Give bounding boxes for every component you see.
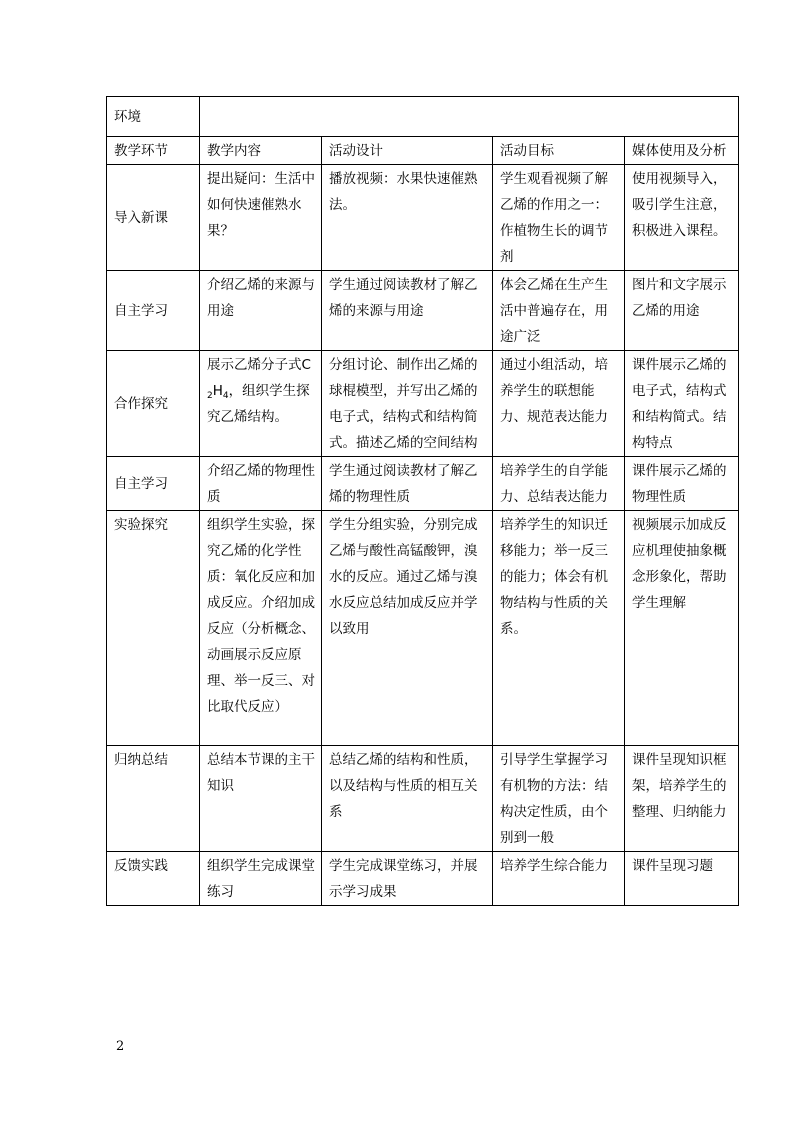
content-cell: 总结本节课的主干知识 xyxy=(200,746,322,852)
content-cell: 组织学生实验，探究乙烯的化学性质：氧化反应和加成反应。介绍加成反应（分析概念、动画展示反应原理、举一反三、对比取代反应） xyxy=(200,511,322,746)
subscript: 2 xyxy=(207,391,213,401)
content-text: H xyxy=(212,383,223,399)
stage-cell: 实验探究 xyxy=(107,511,200,746)
goal-cell: 通过小组活动，培养学生的联想能力、规范表达能力 xyxy=(493,351,625,457)
goal-cell: 培养学生的知识迁移能力；举一反三的能力；体会有机物结构与性质的关系。 xyxy=(493,511,625,746)
content-cell: 提出疑问：生活中如何快速催熟水果？ xyxy=(200,165,322,271)
stage-cell: 导入新课 xyxy=(107,165,200,271)
table-row xyxy=(107,351,739,457)
media-cell: 课件展示乙烯的物理性质 xyxy=(625,457,739,511)
environment-label: 环境 xyxy=(107,97,200,137)
table-header-row xyxy=(107,137,739,165)
goal-cell: 培养学生的自学能力、总结表达能力 xyxy=(493,457,625,511)
activity-cell: 学生通过阅读教材了解乙烯的物理性质 xyxy=(322,457,493,511)
stage-cell: 自主学习 xyxy=(107,271,200,351)
header-stage: 教学环节 xyxy=(107,137,200,165)
media-cell: 图片和文字展示乙烯的用途 xyxy=(625,271,739,351)
header-activity: 活动设计 xyxy=(322,137,493,165)
page-number: 2 xyxy=(116,1039,125,1054)
environment-value xyxy=(200,97,739,137)
activity-cell: 播放视频：水果快速催熟法。 xyxy=(322,165,493,271)
table-row xyxy=(107,165,739,271)
subscript: 4 xyxy=(222,391,229,401)
content-cell xyxy=(200,351,322,457)
stage-cell: 反馈实践 xyxy=(107,852,200,906)
activity-cell: 学生完成课堂练习，并展示学习成果 xyxy=(322,852,493,906)
table-row xyxy=(107,852,739,906)
content-text: 展示乙烯分子式C xyxy=(207,357,311,373)
activity-cell: 总结乙烯的结构和性质，以及结构与性质的相互关系 xyxy=(322,746,493,852)
activity-cell: 学生通过阅读教材了解乙烯的来源与用途 xyxy=(322,271,493,351)
header-content: 教学内容 xyxy=(200,137,322,165)
lesson-plan-table xyxy=(106,96,739,906)
content-cell: 组织学生完成课堂练习 xyxy=(200,852,322,906)
table-row xyxy=(107,511,739,746)
activity-cell: 分组讨论、制作出乙烯的球棍模型，并写出乙烯的电子式，结构式和结构简式。描述乙烯的空间结构 xyxy=(322,351,493,457)
activity-cell: 学生分组实验，分别完成乙烯与酸性高锰酸钾，溴水的反应。通过乙烯与溴水反应总结加成反应并学以致用 xyxy=(322,511,493,746)
table-row xyxy=(107,271,739,351)
media-cell: 视频展示加成反应机理使抽象概念形象化，帮助学生理解 xyxy=(625,511,739,746)
stage-cell: 自主学习 xyxy=(107,457,200,511)
content-cell: 介绍乙烯的来源与用途 xyxy=(200,271,322,351)
media-cell: 课件展示乙烯的电子式，结构式和结构简式。结构特点 xyxy=(625,351,739,457)
table-row xyxy=(107,457,739,511)
media-cell: 课件呈现知识框架，培养学生的整理、归纳能力 xyxy=(625,746,739,852)
goal-cell: 引导学生掌握学习有机物的方法：结构决定性质，由个别到一般 xyxy=(493,746,625,852)
media-cell: 使用视频导入，吸引学生注意，积极进入课程。 xyxy=(625,165,739,271)
goal-cell: 体会乙烯在生产生活中普遍存在，用途广泛 xyxy=(493,271,625,351)
environment-row xyxy=(107,97,739,137)
stage-cell: 归纳总结 xyxy=(107,746,200,852)
table-row xyxy=(107,746,739,852)
header-goal: 活动目标 xyxy=(493,137,625,165)
stage-cell: 合作探究 xyxy=(107,351,200,457)
header-media: 媒体使用及分析 xyxy=(625,137,739,165)
media-cell: 课件呈现习题 xyxy=(625,852,739,906)
goal-cell: 学生观看视频了解乙烯的作用之一：作植物生长的调节剂 xyxy=(493,165,625,271)
goal-cell: 培养学生综合能力 xyxy=(493,852,625,906)
content-text: ，组织学生探究乙烯结构。 xyxy=(207,383,310,425)
content-cell: 介绍乙烯的物理性质 xyxy=(200,457,322,511)
